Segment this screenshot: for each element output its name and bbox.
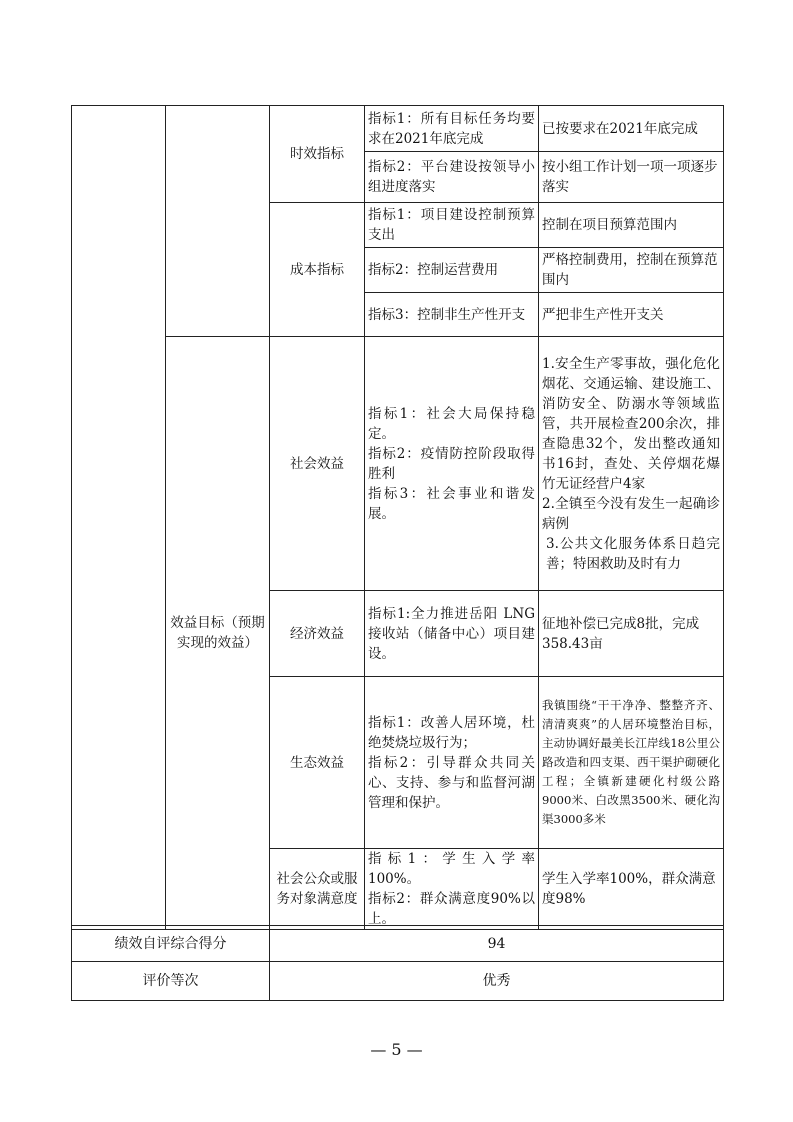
timeliness-category: 时效指标 [270,106,365,203]
benefit-target: 效益目标（预期实现的效益） [166,337,270,930]
cost-value-1: 控制在项目预算范围内 [539,203,724,248]
performance-table [71,105,724,930]
satisfaction-indicator-1: 指标1：学生入学率100%。 [368,851,535,887]
satisfaction-indicators [365,849,539,930]
economic-indicator: 指标1:全力推进岳阳 LNG接收站（储备中心）项目建设。 [365,591,539,677]
social-value-3: 3.公共文化服务体系日趋完善；特困救助及时有力 [546,535,720,572]
cost-indicator-1: 指标1：项目建设控制预算支出 [365,203,539,248]
ecological-indicators [365,677,539,849]
social-indicator-3: 指标3：社会事业和谐发展。 [368,485,535,522]
timeliness-indicator-1: 指标1：所有目标任务均要求在2021年底完成 [365,106,539,152]
grade-value: 优秀 [270,962,724,1001]
economic-category: 经济效益 [270,591,365,677]
ecological-indicator-2: 指标2：引导群众共同关心、支持、参与和监督河湖管理和保护。 [368,754,535,811]
satisfaction-value: 学生入学率100%，群众满意度98% [539,849,724,930]
ecological-indicator-1: 指标1：改善人居环境，杜绝焚烧垃圾行为； [368,714,535,751]
ecological-category: 生态效益 [270,677,365,849]
score-table [71,925,724,1001]
satisfaction-category: 社会公众或服务对象满意度 [270,849,365,930]
social-indicators [365,337,539,591]
cost-value-2: 严格控制费用，控制在预算范围内 [539,248,724,293]
score-label: 绩效自评综合得分 [72,926,270,962]
social-category: 社会效益 [270,337,365,591]
cost-indicator-2: 指标2：控制运营费用 [365,248,539,293]
social-indicator-2: 指标2：疫情防控阶段取得胜利 [368,445,535,482]
blank-col-1 [72,106,166,930]
grade-label: 评价等次 [72,962,270,1001]
satisfaction-indicator-2: 指标2：群众满意度90%以上。 [368,891,535,927]
cost-value-3: 严把非生产性开支关 [539,293,724,337]
blank-col-2 [166,106,270,337]
economic-value: 征地补偿已完成8批，完成358.43亩 [539,591,724,677]
ecological-value: 我镇围绕“干干净净、整整齐齐、清清爽爽”的人居环境整治目标，主动协调好最美长江岸线18公里公路改造和四支渠、西干渠护砌硬化工程；全镇新建硬化村级公路9000米、白改黑3500米、硬化沟渠3000多米 [539,677,724,849]
cost-indicator-3: 指标3：控制非生产性开支 [365,293,539,337]
social-values [539,337,724,591]
timeliness-indicator-2: 指标2：平台建设按领导小组进度落实 [365,152,539,203]
social-value-1: 1.安全生产零事故，强化危化烟花、交通运输、建设施工、消防安全、防溺水等领域监管，共开展检查200余次，排查隐患32个，发出整改通知书16封，查处、关停烟花爆竹无证经营户4家 [542,355,720,492]
social-value-2: 2.全镇至今没有发生一起确诊病例 [542,495,720,532]
page-number: — 5 — [370,1040,423,1059]
timeliness-value-1: 已按要求在2021年底完成 [539,106,724,152]
cost-category: 成本指标 [270,203,365,337]
social-indicator-1: 指标1：社会大局保持稳定。 [368,405,535,442]
timeliness-value-2: 按小组工作计划一项一项逐步落实 [539,152,724,203]
score-value: 94 [270,926,724,962]
